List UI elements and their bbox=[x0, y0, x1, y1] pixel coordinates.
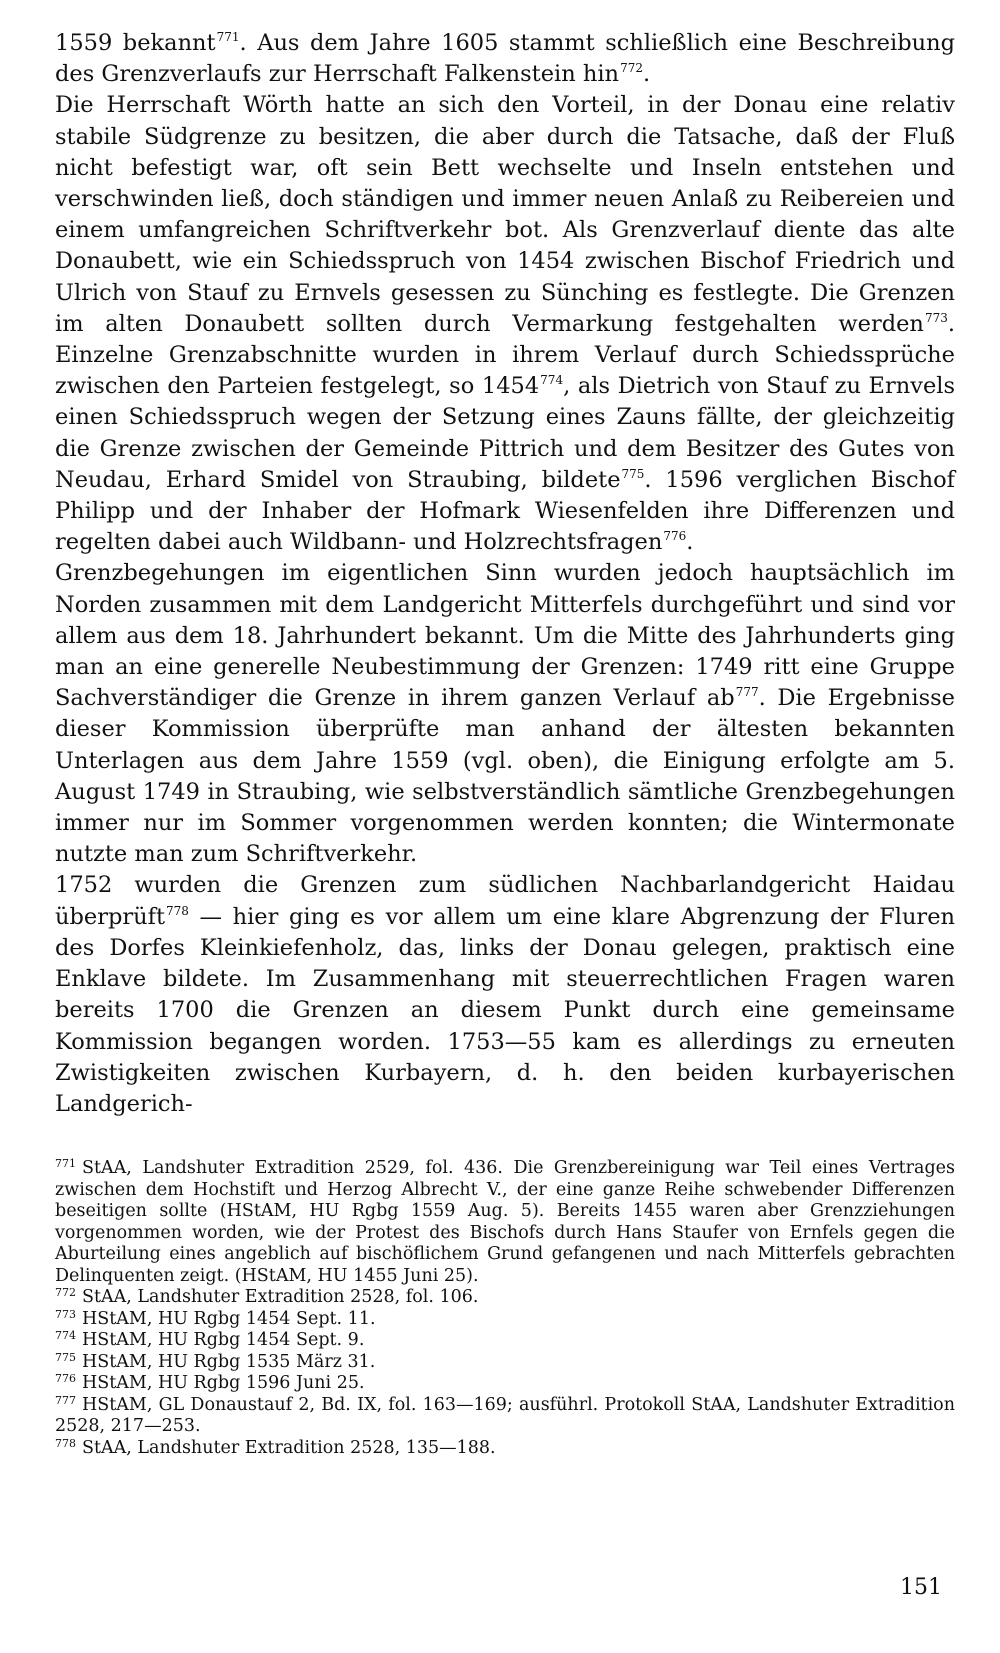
footnote bbox=[55, 1158, 955, 1287]
footnote-number: 778 bbox=[55, 1436, 76, 1450]
footnote-reference: 773 bbox=[924, 310, 948, 325]
footnote-reference: 776 bbox=[663, 529, 687, 544]
footnote-text: HStAM, HU Rgbg 1454 Sept. 11. bbox=[82, 1308, 376, 1329]
footnote-reference: 777 bbox=[735, 685, 759, 700]
footnote-text: HStAM, HU Rgbg 1454 Sept. 9. bbox=[82, 1330, 365, 1350]
footnote-number: 777 bbox=[55, 1393, 76, 1407]
text-run: . bbox=[642, 61, 651, 88]
footnote-text: HStAM, GL Donaustauf 2, Bd. IX, fol. 163—169; ausführl. Protokoll StAA, Landshuter Extradition 2528, 217—253. bbox=[55, 1394, 955, 1436]
page-body bbox=[55, 28, 955, 1120]
text-run: . Einzelne Grenzabschnitte wurden in ihrem Verlauf durch Schiedssprüche zwischen den Parteien festgelegt, so 1454 bbox=[55, 310, 955, 400]
footnote bbox=[55, 1309, 955, 1331]
footnote-number: 772 bbox=[55, 1286, 76, 1299]
footnote bbox=[55, 1438, 955, 1460]
footnote-text: StAA, Landshuter Extradition 2529, fol. 436. Die Grenzbereinigung war Teil eines Vertrages zwischen dem Hochstift und Herzog Albrecht V., der eine ganze Reihe schwebender Differenzen beseitigen sollte (HStAM, HU Rgbg 1559 Aug. 5). Bereits 1455 waren aber Grenzziehungen vorgenommen worden, wie der Protest des Bischofs durch Hans Staufer von Ernfels gegen die Aburteilung eines angeblich auf bischöflichem Grund gefangenen und nach Mitterfels gebrachten Delinquenten zeigt. (HStAM, HU 1455 Juni 25). bbox=[55, 1158, 955, 1286]
text-run: Grenzbegehungen im eigentlichen Sinn wurden jedoch hauptsächlich im Norden zusammen mit dem Landgericht Mitterfels durchgeführt und sind vor allem aus dem 18. Jahrhundert bekannt. Um die Mitte des Jahrhunderts ging man an eine generelle Neubestimmung der Grenzen: 1749 ritt eine Gruppe Sachverständiger die Grenze in ihrem ganzen Verlauf ab bbox=[55, 560, 955, 712]
footnote-number: 776 bbox=[55, 1372, 76, 1385]
paragraph bbox=[55, 28, 955, 90]
body-text bbox=[55, 28, 955, 1120]
footnote-number: 774 bbox=[55, 1329, 76, 1342]
page-number: 151 bbox=[900, 1575, 942, 1600]
footnote bbox=[55, 1330, 955, 1352]
footnote-reference: 775 bbox=[621, 466, 645, 481]
footnote-number: 775 bbox=[55, 1350, 76, 1364]
footnote-text: StAA, Landshuter Extradition 2528, 135—188. bbox=[82, 1437, 496, 1458]
text-run: , als Dietrich von Stauf zu Ernvels einen Schiedsspruch wegen der Setzung eines Zauns fällte, der gleichzeitig die Grenze zwischen der Gemeinde Pittrich und dem Besitzer des Gutes von Neudau, Erhard Smidel von Straubing, bildete bbox=[55, 373, 955, 493]
footnote-reference: 774 bbox=[540, 373, 564, 388]
footnote-reference: 772 bbox=[620, 61, 643, 76]
text-run: Die Herrschaft Wörth hatte an sich den Vorteil, in der Donau eine relativ stabile Südgrenze zu besitzen, die aber durch die Tatsache, daß der Fluß nicht befestigt war, oft sein Bett wechselte und Inseln entstehen und verschwinden ließ, doch ständigen und immer neuen Anlaß zu Reibereien und einem umfangreichen Schriftverkehr bot. Als Grenzverlauf diente das alte Donaubett, wie ein Schiedsspruch von 1454 zwischen Bischof Friedrich und Ulrich von Stauf zu Ernvels gesessen zu Sünching es festlegte. Die Grenzen im alten Donaubett sollten durch Vermarkung festgehalten werden bbox=[55, 92, 955, 337]
footnote-reference: 778 bbox=[165, 903, 189, 918]
text-run: 1752 wurden die Grenzen zum südlichen Nachbarlandgericht Haidau überprüft bbox=[55, 872, 955, 930]
footnote bbox=[55, 1352, 955, 1374]
paragraph bbox=[55, 90, 955, 558]
text-run: — hier ging es vor allem um eine klare Abgrenzung der Fluren des Dorfes Kleinkiefenholz, das, links der Donau gelegen, praktisch eine Enklave bildete. Im Zusammenhang mit steuerrechtlichen Fragen waren bereits 1700 die Grenzen an diesem Punkt durch eine gemeinsame Kommission begangen worden. 1753—55 kam es allerdings zu erneuten Zwistigkeiten zwischen Kurbayern, d. h. den beiden kurbayerischen Landgerich- bbox=[55, 903, 955, 1117]
paragraph bbox=[55, 558, 955, 870]
text-run: 1559 bekannt bbox=[55, 30, 216, 56]
footnote-text: StAA, Landshuter Extradition 2528, fol. 106. bbox=[82, 1287, 479, 1307]
text-run: . Die Ergebnisse dieser Kommission überprüfte man anhand der ältesten bekannten Unterlagen aus dem Jahre 1559 (vgl. oben), die Einigung erfolgte am 5. August 1749 in Straubing, wie selbstverständlich sämtliche Grenzbegehungen immer nur im Sommer vorgenommen werden konnten; die Wintermonate nutzte man zum Schriftverkehr. bbox=[55, 685, 955, 868]
footnote-text: HStAM, HU Rgbg 1596 Juni 25. bbox=[82, 1373, 365, 1393]
footnote-number: 773 bbox=[55, 1307, 76, 1321]
footnote bbox=[55, 1395, 955, 1438]
footnote bbox=[55, 1373, 955, 1395]
paragraph bbox=[55, 870, 955, 1120]
footnote-text: HStAM, HU Rgbg 1535 März 31. bbox=[82, 1351, 376, 1372]
text-run: . 1596 verglichen Bischof Philipp und der Inhaber der Hofmark Wiesenfelden ihre Differenzen und regelten dabei auch Wildbann- und Holzrechtsfragen bbox=[55, 466, 955, 556]
text-run: . bbox=[686, 529, 694, 556]
footnote-number: 771 bbox=[55, 1157, 76, 1170]
footnote bbox=[55, 1287, 955, 1309]
footnotes bbox=[55, 1158, 955, 1459]
text-run: . Aus dem Jahre 1605 stammt schließlich eine Beschreibung des Grenzverlaufs zur Herrschaft Falkenstein hin bbox=[55, 30, 955, 88]
footnote-reference: 771 bbox=[216, 30, 240, 44]
